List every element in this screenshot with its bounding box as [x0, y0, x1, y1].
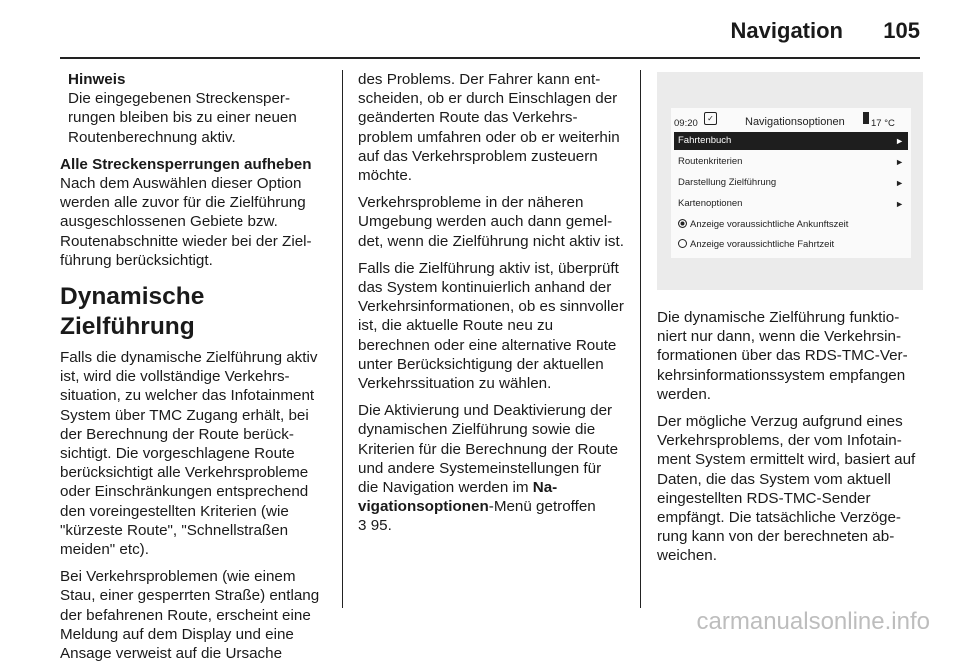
- radio-label: Anzeige voraussichtliche Fahrtzeit: [690, 239, 835, 250]
- menu-item-kartenoptionen[interactable]: [674, 195, 908, 213]
- temperature: 17 °C: [871, 118, 895, 129]
- arrow-right-icon: ►: [895, 199, 904, 209]
- paragraph: Verkehrsprobleme in der näheren Umgebung werden auch dann gemeldet, wenn die Zielführung nicht aktiv ist.: [358, 194, 624, 250]
- note-box: [60, 70, 326, 147]
- paragraph-text: -Menü getroffen: [488, 498, 596, 516]
- column-divider-1: [342, 70, 343, 608]
- menu-item-darstellung[interactable]: [674, 174, 908, 192]
- arrow-icon: 3: [358, 517, 367, 535]
- arrow-right-icon: ►: [895, 136, 904, 146]
- page-reference[interactable]: [358, 517, 392, 534]
- paragraph: Nach dem Auswählen dieser Option werden alle zuvor für die Zielführung ausgeschlossenen Gebiete bzw. Routenabschnitte wieder bei der Zielführung berücksichtigt.: [60, 175, 312, 269]
- paragraph: [358, 401, 624, 535]
- radio-unselected-icon: [678, 239, 687, 248]
- clock-icon: ✓: [704, 112, 717, 125]
- column-3: [657, 70, 922, 574]
- paragraph: Falls die Zielführung aktiv ist, überprüft das System kontinuierlich anhand der Verkehrsinformationen, ob es sinnvoller ist, die aktuelle Route neu zu berechnen oder eine alternative Route unter Berücksichtigung der aktuellen Verkehrssituation zu wählen.: [358, 259, 624, 393]
- clock: 09:20: [674, 118, 698, 129]
- paragraph: des Problems. Der Fahrer kann entscheiden, ob er durch Einschlagen der geänderten Route das Verkehrsproblem umfahren oder ob er weiterhin auf das Verkehrsproblem zusteuern möchte.: [358, 71, 620, 185]
- menu-item-label: Routenkriterien: [678, 156, 743, 167]
- column-divider-2: [640, 70, 641, 608]
- radio-arrival-time[interactable]: [674, 216, 908, 234]
- screen-title: Navigationsoptionen: [745, 116, 845, 128]
- arrow-right-icon: ►: [895, 157, 904, 167]
- column-2: [358, 70, 624, 544]
- header-divider: [60, 57, 920, 59]
- radio-selected-icon: [678, 219, 687, 228]
- infotainment-screen: [671, 108, 911, 258]
- screen-status-bar: [671, 108, 911, 130]
- note-text: Die eingegebenen Streckensperrungen bleiben bis zu einer neuen Routenberechnung aktiv.: [68, 90, 297, 146]
- note-title: Hinweis: [68, 71, 126, 88]
- display-screenshot: [657, 72, 923, 290]
- paragraph: Der mögliche Verzug aufgrund eines Verkehrsproblems, der vom Infotainment System ermittelt wird, basiert auf Daten, die das System vom aktuell eingestellten RDS-TMC-Sender empfängt. Die tatsächliche Verzögerung kann von der berechneten abweichen.: [657, 413, 916, 565]
- page-header: [0, 0, 960, 58]
- header-title: Navigation: [730, 18, 843, 43]
- paragraph: Falls die dynamische Zielführung aktiv ist, wird die vollständige Verkehrssituation, zu welcher das Infotainment System über TMC Zugang erhält, bei der Berechnung der Route berücksichtigt. Die vorgeschlagene Route berücksichtigt alle Verkehrsprobleme oder Einschränkungen entsprechend den voreingestellten Kriterien (wie "kürzeste Route", "Schnellstraßen meiden" etc).: [60, 349, 318, 559]
- subheading-clear-blocks: Alle Streckensperrungen aufheben: [60, 155, 312, 173]
- watermark: carmanualsonline.info: [696, 608, 930, 635]
- paragraph: Bei Verkehrsproblemen (wie einem Stau, einer gesperrten Straße) entlang der befahrenen Route, erscheint eine Meldung auf dem Display und eine Ansage verweist auf die Ursache: [60, 568, 320, 663]
- radio-label: Anzeige voraussichtliche Ankunftszeit: [690, 219, 849, 230]
- thermometer-icon: [863, 112, 869, 124]
- menu-item-fahrtenbuch[interactable]: [674, 132, 908, 150]
- paragraph-text: Die Aktivierung und Deaktivierung der dynamischen Zielführung sowie die Kriterien für die Berechnung der Route und andere Systemeinstellungen für die Navigation werden im: [358, 402, 619, 497]
- menu-reference: Navigationsoptionen: [358, 479, 558, 516]
- page-number: 105: [883, 18, 920, 43]
- menu-item-label: Darstellung Zielführung: [678, 177, 777, 188]
- arrow-right-icon: ►: [895, 178, 904, 188]
- menu-item-label: Fahrtenbuch: [678, 135, 732, 146]
- paragraph: Die dynamische Zielführung funktioniert nur dann, wenn die Verkehrsinformationen über das RDS-TMC-Verkehrsinformationssystem empfangen werden.: [657, 309, 908, 403]
- radio-travel-time[interactable]: [674, 236, 908, 254]
- column-1: [60, 70, 326, 671]
- page-ref-number: 95.: [370, 517, 392, 535]
- menu-item-routenkriterien[interactable]: [674, 153, 908, 171]
- menu-item-label: Kartenoptionen: [678, 198, 743, 209]
- section-heading: Dynamische Zielführung: [60, 283, 205, 341]
